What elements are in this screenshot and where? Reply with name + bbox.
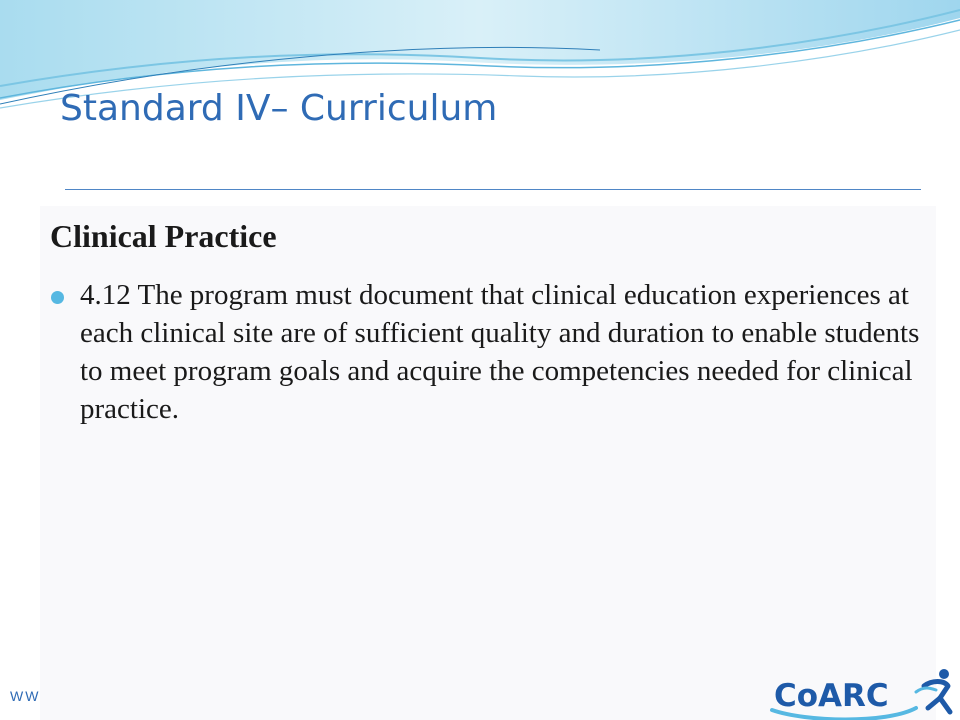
title-divider	[65, 189, 921, 190]
logo-wordmark: CoARC	[774, 678, 889, 714]
bullet-item-text: 4.12 The program must document that clinical education experiences at each clinical site are of sufficient quality and duration to enable students to meet program goals and acquire the competencies needed for clinical practice.	[80, 279, 920, 425]
bullet-icon	[51, 291, 64, 304]
running-figure-icon	[914, 664, 960, 720]
section-heading: Clinical Practice	[50, 218, 277, 254]
footer-url-text: WW	[10, 688, 41, 704]
slide-title: Standard IV– Curriculum	[60, 88, 498, 129]
coarc-logo	[766, 664, 960, 720]
